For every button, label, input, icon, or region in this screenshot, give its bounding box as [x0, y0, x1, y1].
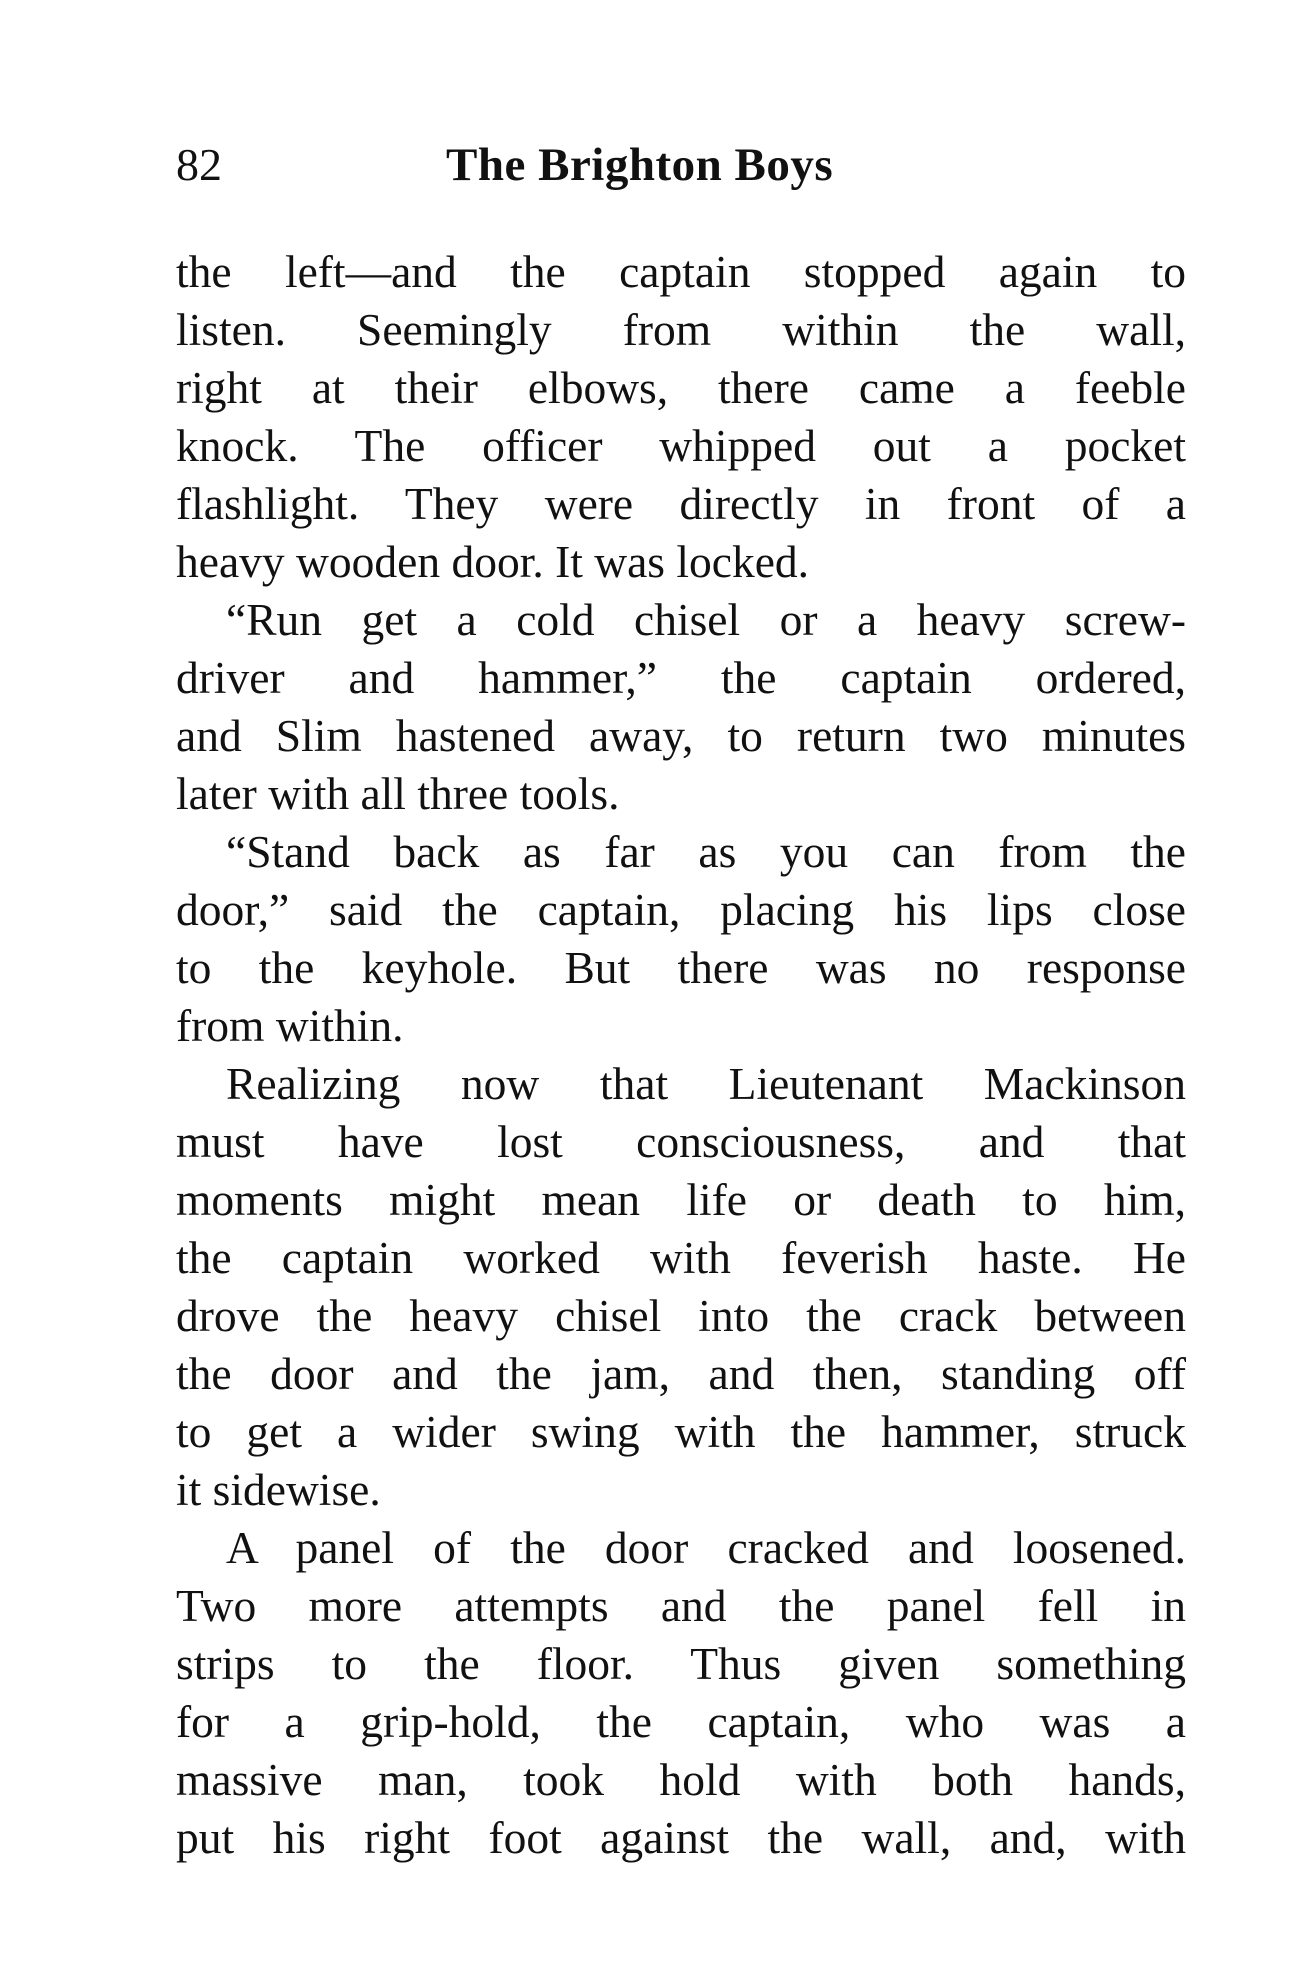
page-header [176, 138, 1186, 198]
page-number: 82 [176, 139, 222, 190]
text-line: for a grip-hold, the captain, who was a [176, 1696, 1186, 1747]
text-line: strips to the floor. Thus given something [176, 1638, 1186, 1689]
text-line: flashlight. They were directly in front of a [176, 478, 1186, 529]
text-line: massive man, took hold with both hands, [176, 1754, 1186, 1805]
text-line: listen. Seemingly from within the wall, [176, 304, 1186, 355]
body-text [176, 243, 1186, 1867]
text-line: to the keyhole. But there was no response [176, 942, 1186, 993]
text-line: the left—and the captain stopped again to [176, 246, 1186, 297]
running-title: The Brighton Boys [446, 139, 834, 191]
text-line: put his right foot against the wall, and, with [176, 1812, 1186, 1863]
text-line: to get a wider swing with the hammer, struck [176, 1406, 1186, 1457]
text-line: Realizing now that Lieutenant Mackinson [226, 1058, 1186, 1109]
text-line: moments might mean life or death to him, [176, 1174, 1186, 1225]
text-line: from within. [176, 1000, 404, 1051]
text-line: right at their elbows, there came a feeble [176, 362, 1186, 413]
text-line: must have lost consciousness, and that [176, 1116, 1186, 1167]
text-line: the door and the jam, and then, standing off [176, 1348, 1186, 1399]
text-line: knock. The officer whipped out a pocket [176, 420, 1186, 471]
text-line: driver and hammer,” the captain ordered, [176, 652, 1186, 703]
text-line: later with all three tools. [176, 768, 620, 819]
text-line: “Stand back as far as you can from the [226, 826, 1186, 877]
text-line: “Run get a cold chisel or a heavy screw- [226, 594, 1186, 645]
text-line: door,” said the captain, placing his lips close [176, 884, 1186, 935]
text-line: the captain worked with feverish haste. He [176, 1232, 1186, 1283]
text-line: Two more attempts and the panel fell in [176, 1580, 1186, 1631]
text-line: drove the heavy chisel into the crack between [176, 1290, 1186, 1341]
text-line: A panel of the door cracked and loosened. [226, 1522, 1186, 1573]
text-line: it sidewise. [176, 1464, 381, 1515]
text-line: and Slim hastened away, to return two minutes [176, 710, 1186, 761]
text-line: heavy wooden door. It was locked. [176, 536, 810, 587]
